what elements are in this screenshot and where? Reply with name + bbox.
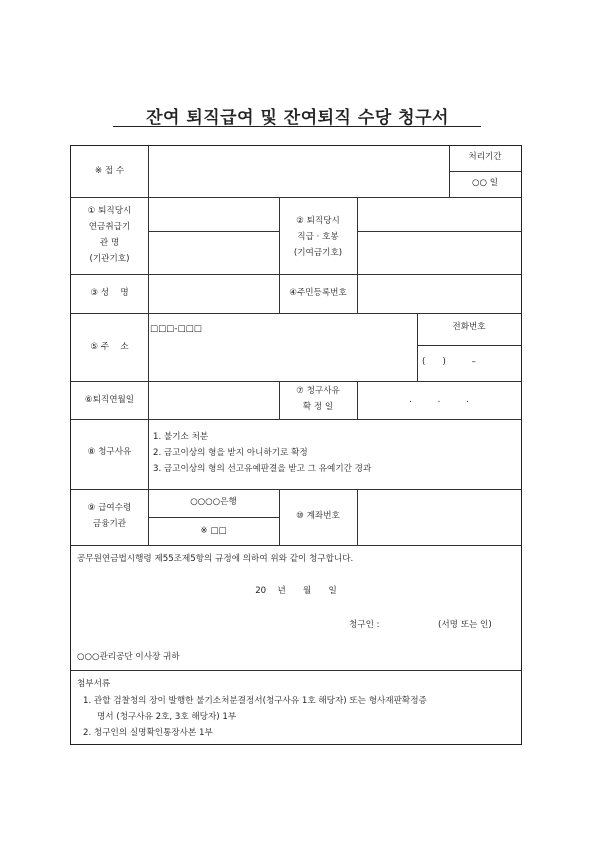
row-divider <box>71 670 521 671</box>
col-divider <box>148 146 149 197</box>
form-title: 잔여 퇴직급여 및 잔여퇴직 수당 청구서 <box>146 108 449 128</box>
addressee: ○○○관리공단 이사장 귀하 <box>77 652 180 662</box>
account-no-label: ⑩ 계좌번호 <box>296 511 340 521</box>
reason-label: ⑧ 청구사유 <box>87 447 132 457</box>
agency-label-line3: 관 명 <box>99 238 120 248</box>
postal-code-boxes: □□□-□□□ <box>150 324 202 334</box>
attachment-item: 1. 관할 검찰청의 장이 발행한 불기소처분결정서(청구사유 1호 해당자) 또는 형사재판확정증 <box>83 696 427 706</box>
bank-label-line2: 금융기관 <box>92 519 127 529</box>
reason-item: 1. 불기소 처분 <box>153 432 209 442</box>
confirm-date-label-line1: ⑦ 청구사유 <box>296 386 340 396</box>
row-divider <box>71 313 521 314</box>
col-divider <box>357 197 358 274</box>
rank-label-line1: ② 퇴직당시 <box>296 216 340 226</box>
address-label: ⑤ 주 소 <box>90 342 129 352</box>
rank-label-line2: 직급 · 호봉 <box>297 232 339 242</box>
receipt-label: ※ 접 수 <box>94 166 125 176</box>
row-divider <box>71 381 521 382</box>
claimant-label: 청구인 : <box>349 620 380 630</box>
title-underline <box>113 126 481 127</box>
row-divider <box>71 197 521 198</box>
name-label: ③ 성 명 <box>90 288 129 298</box>
bank-branch-value: ※ □□ <box>200 526 227 536</box>
bank-label-line1: ⑨ 급여수령 <box>87 503 132 513</box>
phone-value: ( ) – <box>422 357 476 367</box>
agency-label-line1: ① 퇴직당시 <box>87 206 132 216</box>
attachment-item-continued: 명서 (청구사유 2호, 3호 해당자) 1부 <box>97 712 237 722</box>
col-divider <box>148 197 149 489</box>
attachment-item: 2. 청구인의 실명확인통장사본 1부 <box>83 728 213 738</box>
cell-divider <box>357 231 521 232</box>
row-divider <box>71 545 521 546</box>
col-divider <box>357 489 358 545</box>
confirm-date-label-line2: 확 정 일 <box>302 402 334 412</box>
rank-label-line3: (기여금기호) <box>293 248 343 258</box>
cell-divider <box>148 231 279 232</box>
cell-divider <box>449 171 521 172</box>
agency-label-line4: (기관기호) <box>89 254 130 264</box>
reason-item: 3. 금고이상의 형의 선고유예판결을 받고 그 유예기간 경과 <box>153 464 372 474</box>
agency-label-line2: 연금취급기 <box>88 222 131 232</box>
confirm-date-value: . . . <box>409 395 469 405</box>
cell-divider <box>148 517 279 518</box>
processing-period-label: 처리기간 <box>468 152 502 162</box>
claim-form <box>70 145 522 745</box>
processing-period-value: ○○ 일 <box>471 178 499 188</box>
row-divider <box>71 419 521 420</box>
declaration-date: 20 년 월 일 <box>255 586 337 596</box>
phone-label: 전화번호 <box>452 322 486 332</box>
cell-divider <box>417 345 521 346</box>
row-divider <box>71 274 521 275</box>
reason-item: 2. 금고이상의 형을 받지 아니하기로 확정 <box>153 448 308 458</box>
declaration-text: 공무원연금법시행령 제55조제5항의 규정에 의하여 위와 같이 청구합니다. <box>77 554 354 564</box>
row-divider <box>71 489 521 490</box>
bank-name-value: ○○○○은행 <box>190 497 237 507</box>
attachments-heading: 첨부서류 <box>77 679 111 689</box>
retire-date-label: ⑥퇴직연월일 <box>84 395 135 405</box>
col-divider <box>357 274 358 313</box>
signature-label: (서명 또는 인) <box>438 620 492 630</box>
resident-no-label: ④주민등록번호 <box>289 288 347 298</box>
